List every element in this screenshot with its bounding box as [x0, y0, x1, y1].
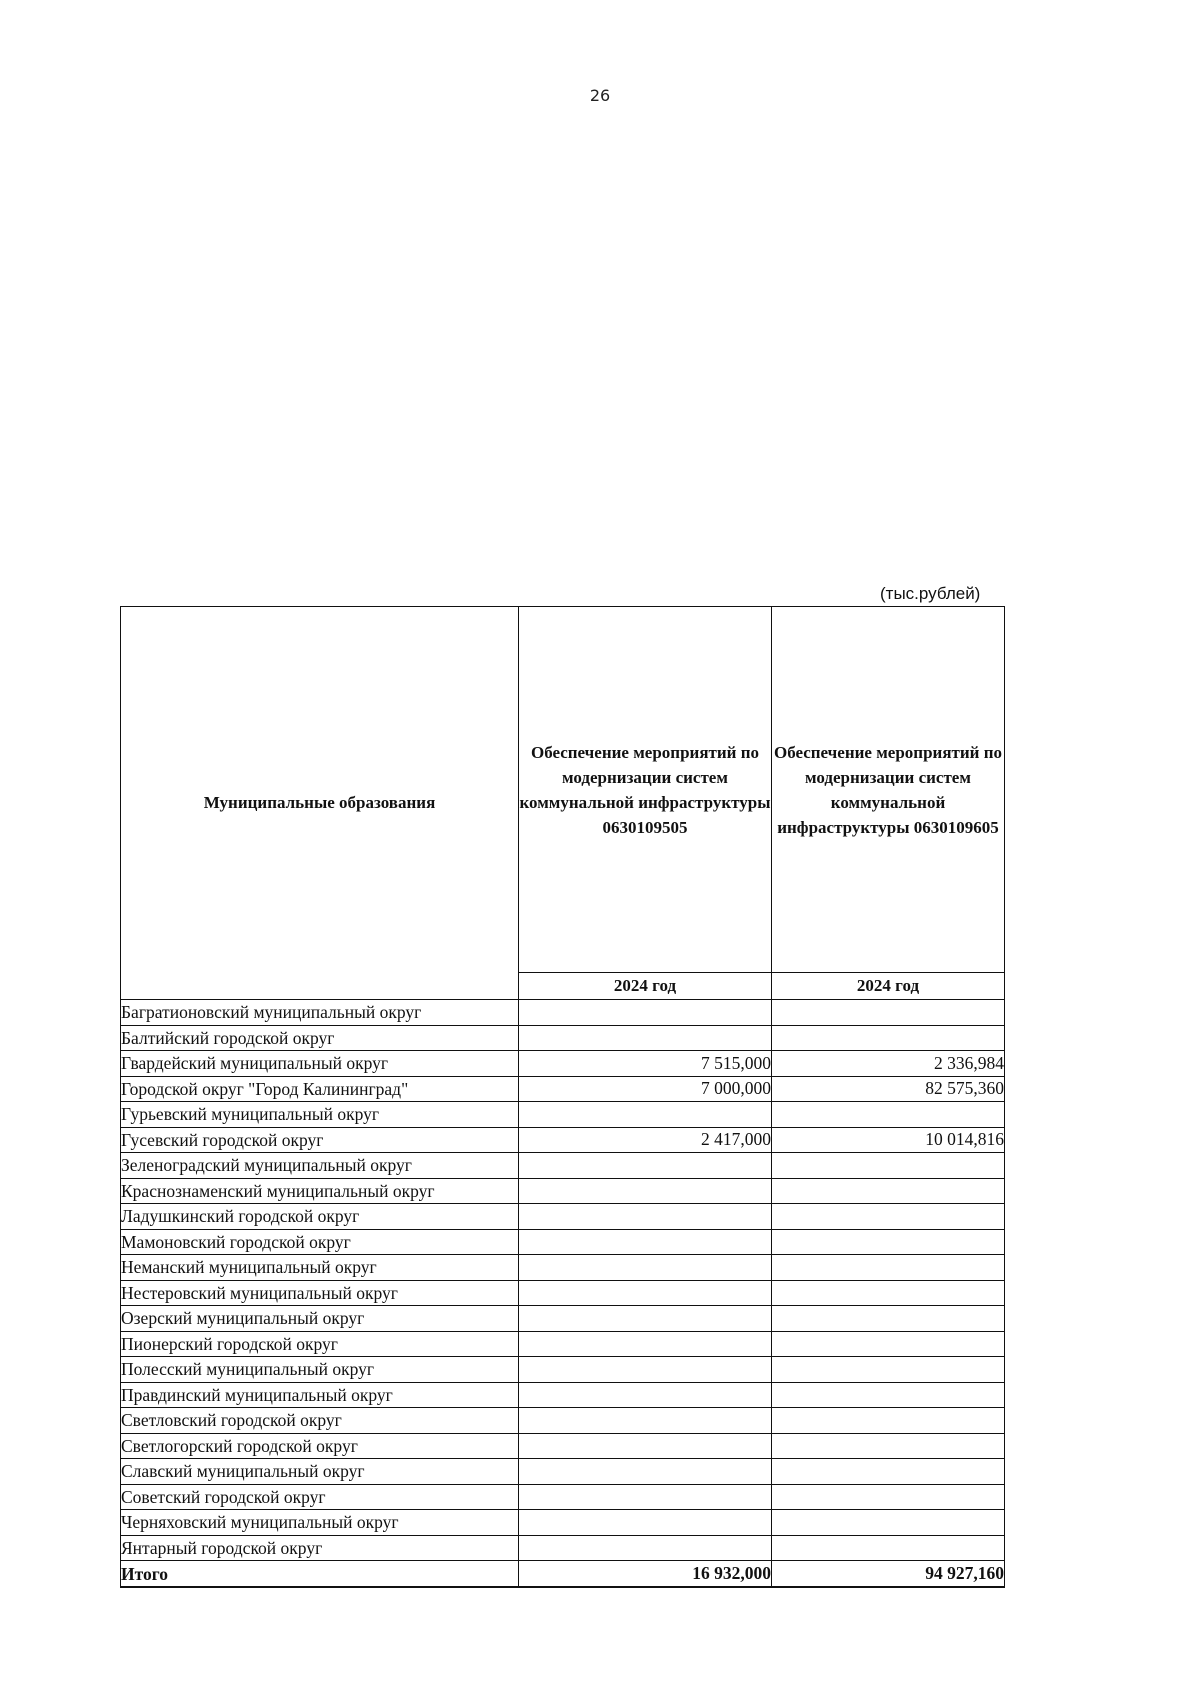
- value-0630109505: [519, 1025, 772, 1051]
- table-row: [121, 1102, 1005, 1128]
- page-number: 26: [589, 86, 611, 105]
- value-0630109605: [772, 1535, 1005, 1561]
- value-0630109505: [519, 1510, 772, 1536]
- header-row: [121, 607, 1005, 973]
- value-0630109605: [772, 1153, 1005, 1179]
- value-0630109505: [519, 1000, 772, 1026]
- header-column-0630109505: Обеспечение мероприятий по модернизации систем коммунальной инфраструктуры 0630109505: [519, 607, 772, 973]
- municipality-name: Гурьевский муниципальный округ: [121, 1102, 519, 1128]
- value-0630109505: [519, 1331, 772, 1357]
- value-0630109505: [519, 1229, 772, 1255]
- value-0630109605: [772, 1000, 1005, 1026]
- municipality-name: Черняховский муниципальный округ: [121, 1510, 519, 1536]
- table-row: [121, 1280, 1005, 1306]
- value-0630109605: [772, 1382, 1005, 1408]
- budget-table: [120, 606, 1005, 1588]
- value-0630109505: [519, 1102, 772, 1128]
- table-row: [121, 1229, 1005, 1255]
- municipality-name: Итого: [121, 1561, 519, 1588]
- value-0630109505: [519, 1484, 772, 1510]
- value-0630109605: 10 014,816: [772, 1127, 1005, 1153]
- value-0630109505: [519, 1204, 772, 1230]
- value-0630109605: [772, 1255, 1005, 1281]
- value-0630109605: [772, 1357, 1005, 1383]
- value-0630109505: [519, 1535, 772, 1561]
- header-municipalities: Муниципальные образования: [121, 607, 519, 1000]
- value-0630109605: [772, 1102, 1005, 1128]
- value-0630109505: [519, 1357, 772, 1383]
- value-0630109605: [772, 1484, 1005, 1510]
- table-row: [121, 1331, 1005, 1357]
- value-0630109605: [772, 1331, 1005, 1357]
- municipality-name: Балтийский городской округ: [121, 1025, 519, 1051]
- year-header-col3: 2024 год: [772, 973, 1005, 1000]
- municipality-name: Янтарный городской округ: [121, 1535, 519, 1561]
- table-row: [121, 1433, 1005, 1459]
- value-0630109505: [519, 1433, 772, 1459]
- value-0630109505: 2 417,000: [519, 1127, 772, 1153]
- value-0630109505: [519, 1178, 772, 1204]
- units-label: (тыс.рублей): [880, 584, 981, 603]
- table-row: [121, 1255, 1005, 1281]
- municipality-name: Пионерский городской округ: [121, 1331, 519, 1357]
- value-0630109505: [519, 1382, 772, 1408]
- municipality-name: Озерский муниципальный округ: [121, 1306, 519, 1332]
- table-row: [121, 1484, 1005, 1510]
- municipality-name: Полесский муниципальный округ: [121, 1357, 519, 1383]
- municipality-name: Светлогорский городской округ: [121, 1433, 519, 1459]
- municipality-name: Городской округ "Город Калининград": [121, 1076, 519, 1102]
- table-row: [121, 1535, 1005, 1561]
- municipality-name: Светловский городской округ: [121, 1408, 519, 1434]
- municipality-name: Неманский муниципальный округ: [121, 1255, 519, 1281]
- value-0630109605: 94 927,160: [772, 1561, 1005, 1588]
- table-row: [121, 1204, 1005, 1230]
- municipality-name: Славский муниципальный округ: [121, 1459, 519, 1485]
- header-column-0630109605: Обеспечение мероприятий по модернизации систем коммунальной инфраструктуры 0630109605: [772, 607, 1005, 973]
- table-row: [121, 1000, 1005, 1026]
- value-0630109605: [772, 1229, 1005, 1255]
- municipality-name: Краснознаменский муниципальный округ: [121, 1178, 519, 1204]
- municipality-name: Ладушкинский городской округ: [121, 1204, 519, 1230]
- municipality-name: Нестеровский муниципальный округ: [121, 1280, 519, 1306]
- municipality-name: Правдинский муниципальный округ: [121, 1382, 519, 1408]
- value-0630109505: [519, 1280, 772, 1306]
- value-0630109505: [519, 1255, 772, 1281]
- table-row: [121, 1051, 1005, 1077]
- municipality-name: Зеленоградский муниципальный округ: [121, 1153, 519, 1179]
- value-0630109505: 16 932,000: [519, 1561, 772, 1588]
- table-body: [121, 1000, 1005, 1588]
- municipality-name: Багратионовский муниципальный округ: [121, 1000, 519, 1026]
- value-0630109605: 82 575,360: [772, 1076, 1005, 1102]
- municipality-name: Гвардейский муниципальный округ: [121, 1051, 519, 1077]
- value-0630109505: [519, 1459, 772, 1485]
- value-0630109605: [772, 1280, 1005, 1306]
- table-row: [121, 1178, 1005, 1204]
- value-0630109505: [519, 1153, 772, 1179]
- table-row: [121, 1076, 1005, 1102]
- table-row: [121, 1382, 1005, 1408]
- value-0630109505: [519, 1408, 772, 1434]
- value-0630109605: [772, 1178, 1005, 1204]
- value-0630109605: [772, 1433, 1005, 1459]
- value-0630109505: 7 515,000: [519, 1051, 772, 1077]
- municipality-name: Советский городской округ: [121, 1484, 519, 1510]
- year-header-col2: 2024 год: [519, 973, 772, 1000]
- value-0630109605: 2 336,984: [772, 1051, 1005, 1077]
- value-0630109605: [772, 1025, 1005, 1051]
- value-0630109605: [772, 1459, 1005, 1485]
- table-row: [121, 1153, 1005, 1179]
- table-row: [121, 1025, 1005, 1051]
- value-0630109605: [772, 1510, 1005, 1536]
- table-row: [121, 1306, 1005, 1332]
- value-0630109605: [772, 1306, 1005, 1332]
- table-row: [121, 1127, 1005, 1153]
- municipality-name: Мамоновский городской округ: [121, 1229, 519, 1255]
- value-0630109605: [772, 1408, 1005, 1434]
- table-row: [121, 1459, 1005, 1485]
- value-0630109505: 7 000,000: [519, 1076, 772, 1102]
- table-row: [121, 1408, 1005, 1434]
- table-row: [121, 1357, 1005, 1383]
- value-0630109505: [519, 1306, 772, 1332]
- municipality-name: Гусевский городской округ: [121, 1127, 519, 1153]
- total-row: [121, 1561, 1005, 1588]
- value-0630109605: [772, 1204, 1005, 1230]
- table-row: [121, 1510, 1005, 1536]
